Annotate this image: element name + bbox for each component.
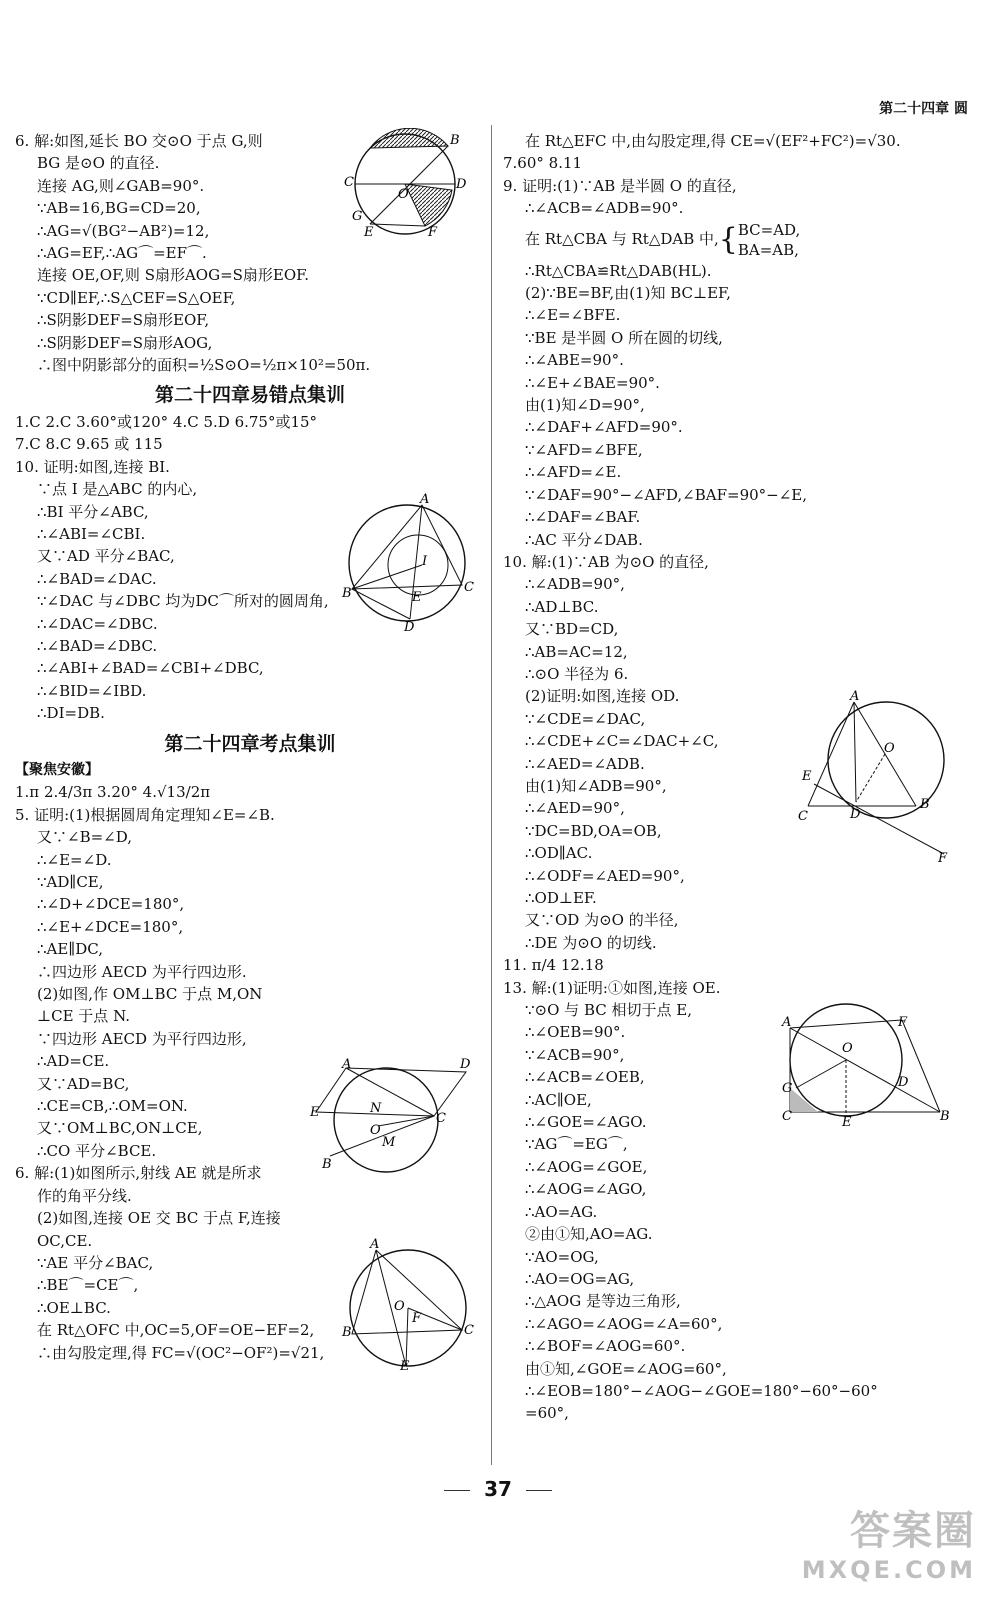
text-line: ∴图中阴影部分的面积=½S⊙O=½π×10²=50π. [37, 356, 371, 375]
svg-text:A: A [370, 1238, 380, 1252]
text-line: ∴BI 平分∠ABC, [37, 502, 149, 521]
page-number [0, 1477, 996, 1501]
text-line: ∴AC∥OE, [525, 1090, 592, 1109]
text-line: ∴∠D+∠DCE=180°, [37, 895, 185, 914]
text-line: ∴∠GOE=∠AGO. [525, 1113, 647, 1132]
svg-text:E: E [842, 1115, 852, 1130]
svg-text:A: A [850, 689, 860, 704]
svg-text:C: C [464, 580, 474, 595]
text-line: ∴∠ABI+∠BAD=∠CBI+∠DBC, [37, 659, 264, 678]
text-line: 作的角平分线. [37, 1186, 132, 1205]
svg-text:A: A [342, 1057, 352, 1072]
text-line: ∴DE 为⊙O 的切线. [525, 933, 657, 952]
figure-inscribed-circle [340, 493, 475, 633]
page-number-text: 37 [484, 1477, 512, 1501]
answer-line: 1.C 2.C 3.60°或120° 4.C 5.D 6.75°或15° [15, 412, 318, 431]
text-line: (2)∵BE=BF,由(1)知 BC⊥EF, [525, 284, 731, 303]
text-line: ∴OE⊥BC. [37, 1298, 111, 1317]
svg-text:D: D [460, 1057, 471, 1072]
text-line: 6. 解:如图,延长 BO 交⊙O 于点 G,则 [15, 132, 263, 150]
text-line: ∴∠CDE+∠C=∠DAC+∠C, [525, 732, 719, 751]
text-line: 在 Rt△OFC 中,OC=5,OF=OE−EF=2, [37, 1321, 315, 1340]
brace-line [503, 220, 985, 260]
svg-text:D: D [456, 177, 467, 192]
text-line: ∴四边形 AECD 为平行四边形. [37, 962, 247, 981]
text-line: ∴∠BOF=∠AOG=60°. [525, 1337, 686, 1356]
text-line: ∴∠AGO=∠AOG=∠A=60°, [525, 1314, 723, 1333]
watermark-logo [802, 1499, 976, 1584]
svg-text:O: O [842, 1041, 853, 1056]
text-line: ∴∠E=∠D. [37, 850, 112, 869]
text-line: ∴AB=AC=12, [525, 642, 628, 661]
svg-text:O: O [398, 187, 409, 202]
brace-item: BC=AD, [737, 220, 801, 239]
svg-text:C: C [464, 1323, 474, 1338]
svg-text:B: B [342, 586, 352, 601]
svg-text:D: D [898, 1075, 909, 1090]
text-line: (2)如图,连接 OE 交 BC 于点 F,连接 [37, 1209, 281, 1228]
section-title: 第二十四章易错点集训 [154, 384, 345, 407]
text-line: (2)如图,作 OM⊥BC 于点 M,ON [37, 985, 263, 1004]
text-line: ∴∠BID=∠IBD. [37, 681, 147, 700]
svg-text:D: D [404, 620, 415, 633]
text-line: ∴∠ACB=∠ADB=90°. [525, 199, 684, 218]
text-line: ∴AG=√(BG²−AB²)=12, [37, 221, 210, 240]
brace-item: BA=AB, [737, 240, 799, 259]
svg-text:G: G [352, 209, 363, 224]
svg-text:I: I [422, 554, 428, 569]
text-line: ∴∠AED=∠ADB. [525, 754, 645, 773]
section-subtitle: 【聚焦安徽】 [15, 761, 99, 778]
chapter-header: 第二十四章 圆 [879, 101, 968, 117]
figure-tangent-line [798, 688, 958, 863]
text-line: ∴∠ABE=90°. [525, 351, 624, 370]
text-line: 由(1)知∠D=90°, [525, 396, 645, 415]
text-line: 又∵∠B=∠D, [37, 828, 132, 847]
watermark-url: MXQE.COM [801, 1556, 976, 1584]
text-line: ∴AO=AG. [525, 1202, 598, 1221]
text-line: ∴BE⌒=CE⌒, [37, 1276, 139, 1295]
text-line: 由①知,∠GOE=∠AOG=60°, [525, 1359, 727, 1378]
text-line: ∴∠AFD=∠E. [525, 463, 622, 482]
text-line: 又∵OM⊥BC,ON⊥CE, [37, 1119, 203, 1138]
text-line: ∴AO=OG=AG, [525, 1269, 635, 1288]
text-line: 由(1)知∠ADB=90°, [525, 776, 667, 795]
text-line: ∵DC=BD,OA=OB, [525, 821, 662, 840]
text-line: OC,CE. [37, 1231, 93, 1250]
text-line: ∴CE=CB,∴OM=ON. [37, 1097, 188, 1116]
text-line: 连接 OE,OF,则 S扇形AOG=S扇形EOF. [37, 266, 310, 285]
svg-text:E: E [412, 590, 422, 605]
svg-text:A: A [420, 493, 430, 507]
column-divider [491, 125, 492, 1465]
text-line: ∵∠DAC 与∠DBC 均为DC⌒所对的圆周角, [37, 592, 329, 611]
text-line: ∵⊙O 与 BC 相切于点 E, [525, 1001, 692, 1020]
page-number-dash [444, 1490, 470, 1491]
svg-text:D: D [850, 807, 861, 822]
text-line: ∵AE 平分∠BAC, [37, 1253, 154, 1272]
svg-text:E: E [400, 1359, 410, 1373]
text-line: ∴∠ADB=90°, [525, 575, 625, 594]
text-line: ∵四边形 AECD 为平行四边形, [37, 1029, 247, 1048]
svg-text:G: G [782, 1081, 793, 1096]
text-line: ∵∠DAF=90°−∠AFD,∠BAF=90°−∠E, [525, 485, 808, 504]
text-line: ∵∠AFD=∠BFE, [525, 440, 643, 459]
svg-text:F: F [938, 851, 948, 863]
text-line: ∴AD=CE. [37, 1052, 110, 1071]
text-line: ∴∠AED=90°, [525, 799, 625, 818]
text-line: 又∵AD 平分∠BAC, [37, 547, 175, 566]
text-line: ∴OD⊥EF. [525, 889, 597, 907]
text-line: =60°, [525, 1404, 569, 1423]
svg-text:C: C [344, 175, 354, 190]
text-line: ∴△AOG 是等边三角形, [525, 1292, 681, 1311]
text-line: ∴∠EOB=180°−∠AOG−∠GOE=180°−60°−60° [525, 1381, 878, 1400]
svg-text:F: F [428, 225, 438, 240]
text-line: ⊥CE 于点 N. [37, 1007, 131, 1026]
watermark-text: 答案圈 [850, 1508, 976, 1554]
svg-text:B: B [342, 1325, 352, 1340]
text-line: ∴AC 平分∠DAB. [525, 530, 643, 549]
brace-content [738, 220, 800, 260]
text-line: ∴由勾股定理,得 FC=√(OC²−OF²)=√21, [37, 1343, 325, 1362]
text-line: ∴Rt△CBA≌Rt△DAB(HL). [525, 261, 712, 280]
text-line: ∴AE∥DC, [37, 940, 103, 959]
svg-text:B: B [920, 797, 930, 812]
text-line: ∴AD⊥BC. [525, 597, 599, 616]
text-line: ∵AB=16,BG=CD=20, [37, 199, 201, 218]
figure-shaded-circle [330, 128, 480, 240]
answer-line: 11. π/4 12.18 [503, 956, 604, 975]
text-line: ∴∠DAF+∠AFD=90°. [525, 418, 683, 437]
svg-text:F: F [412, 1311, 422, 1326]
text-line: ∴∠ODF=∠AED=90°, [525, 866, 685, 885]
text-line: ∴S阴影DEF=S扇形EOF, [37, 311, 210, 330]
answer-line: 7.C 8.C 9.65 或 115 [15, 435, 163, 454]
text-line: 5. 证明:(1)根据圆周角定理知∠E=∠B. [15, 805, 275, 824]
text-line: ∴∠DAC=∠DBC. [37, 614, 158, 633]
text-line: ∴∠BAD=∠DAC. [37, 569, 157, 588]
svg-text:O: O [884, 741, 895, 756]
brace-prefix: 在 Rt△CBA 与 Rt△DAB 中, [525, 229, 719, 248]
text-line: ∴∠E+∠BAE=90°. [525, 373, 660, 392]
text-line: 13. 解:(1)证明:①如图,连接 OE. [503, 978, 721, 997]
text-line: 10. 解:(1)∵AB 为⊙O 的直径, [503, 552, 709, 571]
svg-text:F: F [898, 1015, 908, 1030]
text-line: 又∵OD 为⊙O 的半径, [525, 911, 679, 930]
svg-text:O: O [370, 1123, 381, 1138]
text-line: 9. 证明:(1)∵AB 是半圆 O 的直径, [503, 176, 737, 195]
left-column [15, 130, 485, 1364]
svg-text:C: C [782, 1109, 792, 1124]
text-line: 又∵AD=BC, [37, 1074, 130, 1093]
answer-line: 1.π 2.4/3π 3.20° 4.√13/2π [15, 783, 211, 802]
text-line: ∴OD∥AC. [525, 844, 593, 863]
text-line: ∵CD∥EF,∴S△CEF=S△OEF, [37, 288, 236, 307]
text-line: ∴∠ACB=∠OEB, [525, 1068, 645, 1087]
section-title: 第二十四章考点集训 [164, 732, 336, 755]
text-line: 6. 解:(1)如图所示,射线 AE 就是所求 [15, 1164, 262, 1183]
text-line: ∴CO 平分∠BCE. [37, 1141, 157, 1160]
svg-text:B: B [450, 133, 460, 148]
svg-text:E: E [364, 225, 374, 240]
text-line: ②由①知,AO=AG. [525, 1225, 653, 1244]
figure-angle-bisector [338, 1238, 478, 1373]
text-line: ∵AD∥CE, [37, 873, 104, 891]
svg-text:A: A [782, 1015, 792, 1030]
text-line: ∵AO=OG, [525, 1247, 599, 1266]
text-line: ∴∠OEB=90°. [525, 1023, 626, 1042]
text-line: ∵点 I 是△ABC 的内心, [37, 480, 198, 499]
text-line: ∵AG⌒=EG⌒, [525, 1135, 628, 1154]
svg-text:E: E [802, 769, 812, 784]
text-line: ∵BE 是半圆 O 所在圆的切线, [525, 328, 723, 347]
text-line: ∴∠BAD=∠DBC. [37, 636, 158, 655]
figure-parallelogram [308, 1056, 478, 1176]
answer-line: 7.60° 8.11 [503, 154, 583, 173]
text-line: ∴∠E=∠BFE. [525, 306, 621, 325]
text-line: ∴⊙O 半径为 6. [525, 664, 629, 683]
svg-text:C: C [436, 1111, 446, 1126]
text-line: ∵∠ACB=90°, [525, 1045, 625, 1064]
text-line: ∵∠CDE=∠DAC, [525, 709, 646, 728]
text-line: 又∵BD=CD, [525, 620, 619, 639]
svg-text:E: E [310, 1105, 320, 1120]
page-number-dash [526, 1490, 552, 1491]
text-line: ∴DI=DB. [37, 704, 105, 723]
text-line: ∴S阴影DEF=S扇形AOG, [37, 333, 213, 352]
text-line: ∴∠AOG=∠AGO, [525, 1180, 647, 1199]
text-line: BG 是⊙O 的直径. [37, 154, 160, 173]
text-line: (2)证明:如图,连接 OD. [525, 687, 680, 706]
text-line: ∴∠ABI=∠CBI. [37, 524, 146, 543]
text-line: ∴∠E+∠DCE=180°, [37, 917, 184, 936]
brace-symbol: { [718, 221, 738, 257]
svg-text:B: B [322, 1157, 332, 1172]
svg-text:O: O [394, 1299, 405, 1314]
text-line: ∴AG=EF,∴AG⌒=EF⌒. [37, 244, 207, 263]
text-line: ∴∠DAF=∠BAF. [525, 508, 641, 527]
svg-text:B: B [940, 1109, 950, 1124]
text-line: 10. 证明:如图,连接 BI. [15, 457, 170, 476]
text-line: ∴∠AOG=∠GOE, [525, 1157, 648, 1176]
figure-tangent-circle [778, 1000, 958, 1130]
text-line: 在 Rt△EFC 中,由勾股定理,得 CE=√(EF²+FC²)=√30. [525, 132, 901, 150]
svg-text:C: C [798, 809, 808, 824]
svg-text:M: M [382, 1135, 396, 1150]
text-line: 连接 AG,则∠GAB=90°. [37, 176, 205, 195]
svg-text:N: N [370, 1101, 382, 1116]
